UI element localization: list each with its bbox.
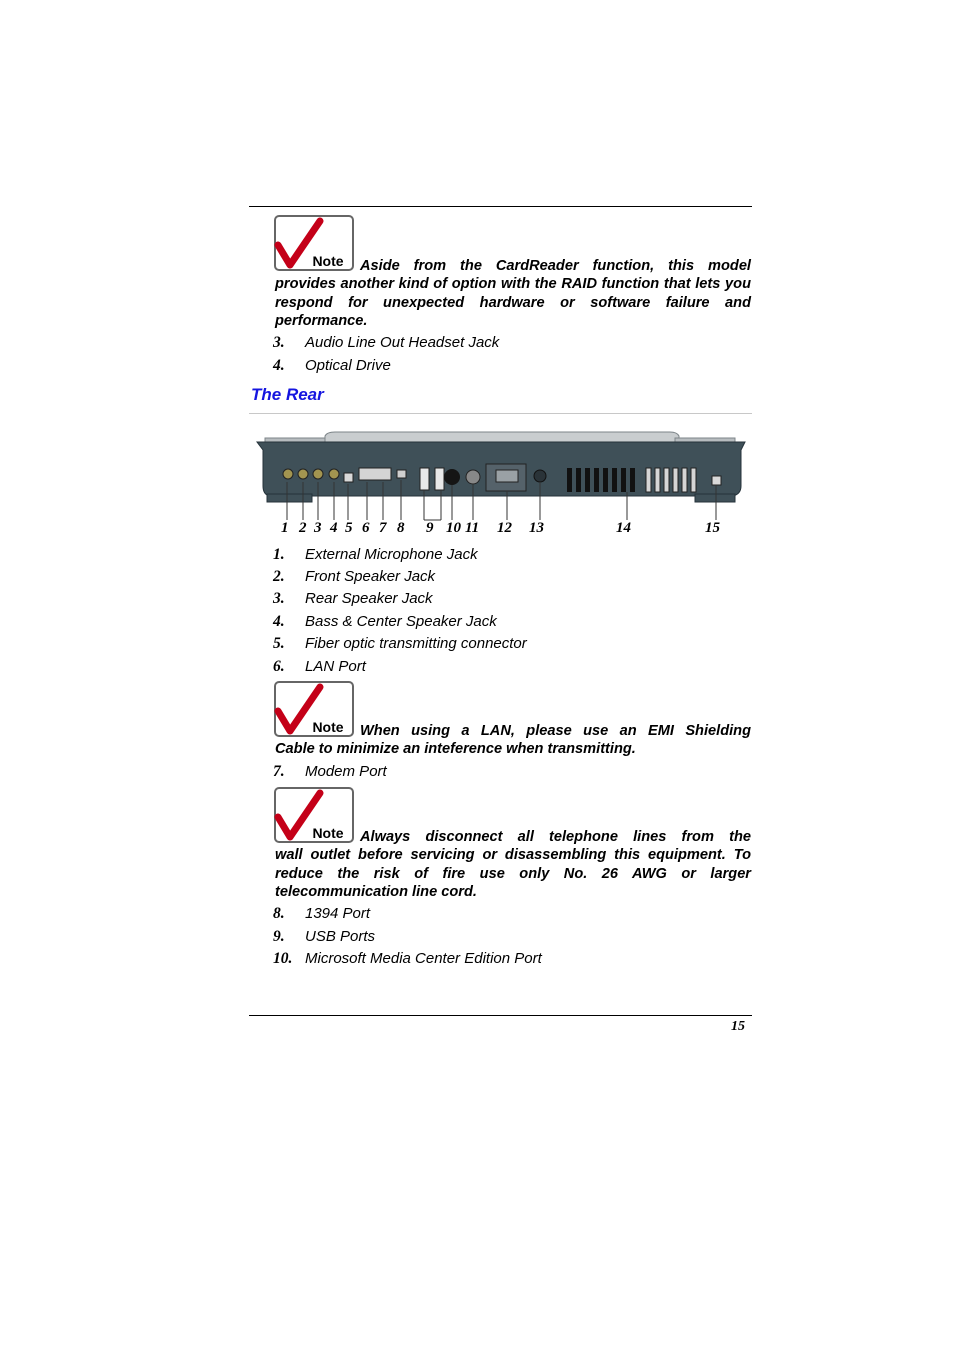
callout-label: 5: [345, 520, 353, 536]
list-item: 9. USB Ports: [273, 928, 376, 945]
note-emi-shielding: When using a LAN, please use an EMI Shielding Cable to minimize an inteference when transmitting.: [275, 723, 751, 758]
callout-label: 12: [497, 520, 512, 536]
header-rule: [249, 206, 752, 207]
page-number: 15: [731, 1019, 745, 1034]
list-item: 3. Rear Speaker Jack: [273, 590, 433, 607]
section-rule: [249, 413, 752, 414]
callout-label: 1: [281, 520, 289, 536]
footer-rule: [249, 1015, 752, 1016]
list-item: 7. Modem Port: [273, 763, 387, 780]
list-item: 8. 1394 Port: [273, 905, 371, 922]
callout-label: 10: [446, 520, 461, 536]
svg-text:Note: Note: [312, 825, 344, 841]
callout-label: 6: [362, 520, 370, 536]
note-telephone-lines: Always disconnect all telephone lines from the wall outlet before servicing or disassembling this equipment. To reduce the risk of fire use only No. 26 AWG or larger telecommunication line cord.: [275, 829, 751, 900]
callout-label: 13: [529, 520, 544, 536]
note-cardreader-raid: Aside from the CardReader function, this model provides another kind of option with the RAID function that lets you respond for unexpected hardware or software failure and performance.: [275, 258, 751, 329]
callout-label: 2: [299, 520, 307, 536]
callout-label: 8: [397, 520, 405, 536]
callout-label: 15: [705, 520, 720, 536]
list-item: 6. LAN Port: [273, 658, 366, 675]
list-item: 5. Fiber optic transmitting connector: [273, 635, 527, 652]
svg-text:Note: Note: [312, 719, 344, 735]
callout-label: 3: [314, 520, 322, 536]
list-item: 1. External Microphone Jack: [273, 546, 478, 563]
callout-label: 9: [426, 520, 434, 536]
callout-label: 14: [616, 520, 631, 536]
list-item: 4. Optical Drive: [273, 357, 391, 374]
section-heading: The Rear: [251, 385, 324, 404]
list-item: 3. Audio Line Out Headset Jack: [273, 334, 500, 351]
callout-label: 11: [465, 520, 480, 536]
callout-label: 4: [330, 520, 338, 536]
svg-text:Note: Note: [312, 253, 344, 269]
list-item: 2. Front Speaker Jack: [273, 568, 436, 585]
list-item: 10. Microsoft Media Center Edition Port: [273, 950, 542, 967]
callout-label: 7: [379, 520, 387, 536]
list-item: 4. Bass & Center Speaker Jack: [273, 613, 497, 630]
